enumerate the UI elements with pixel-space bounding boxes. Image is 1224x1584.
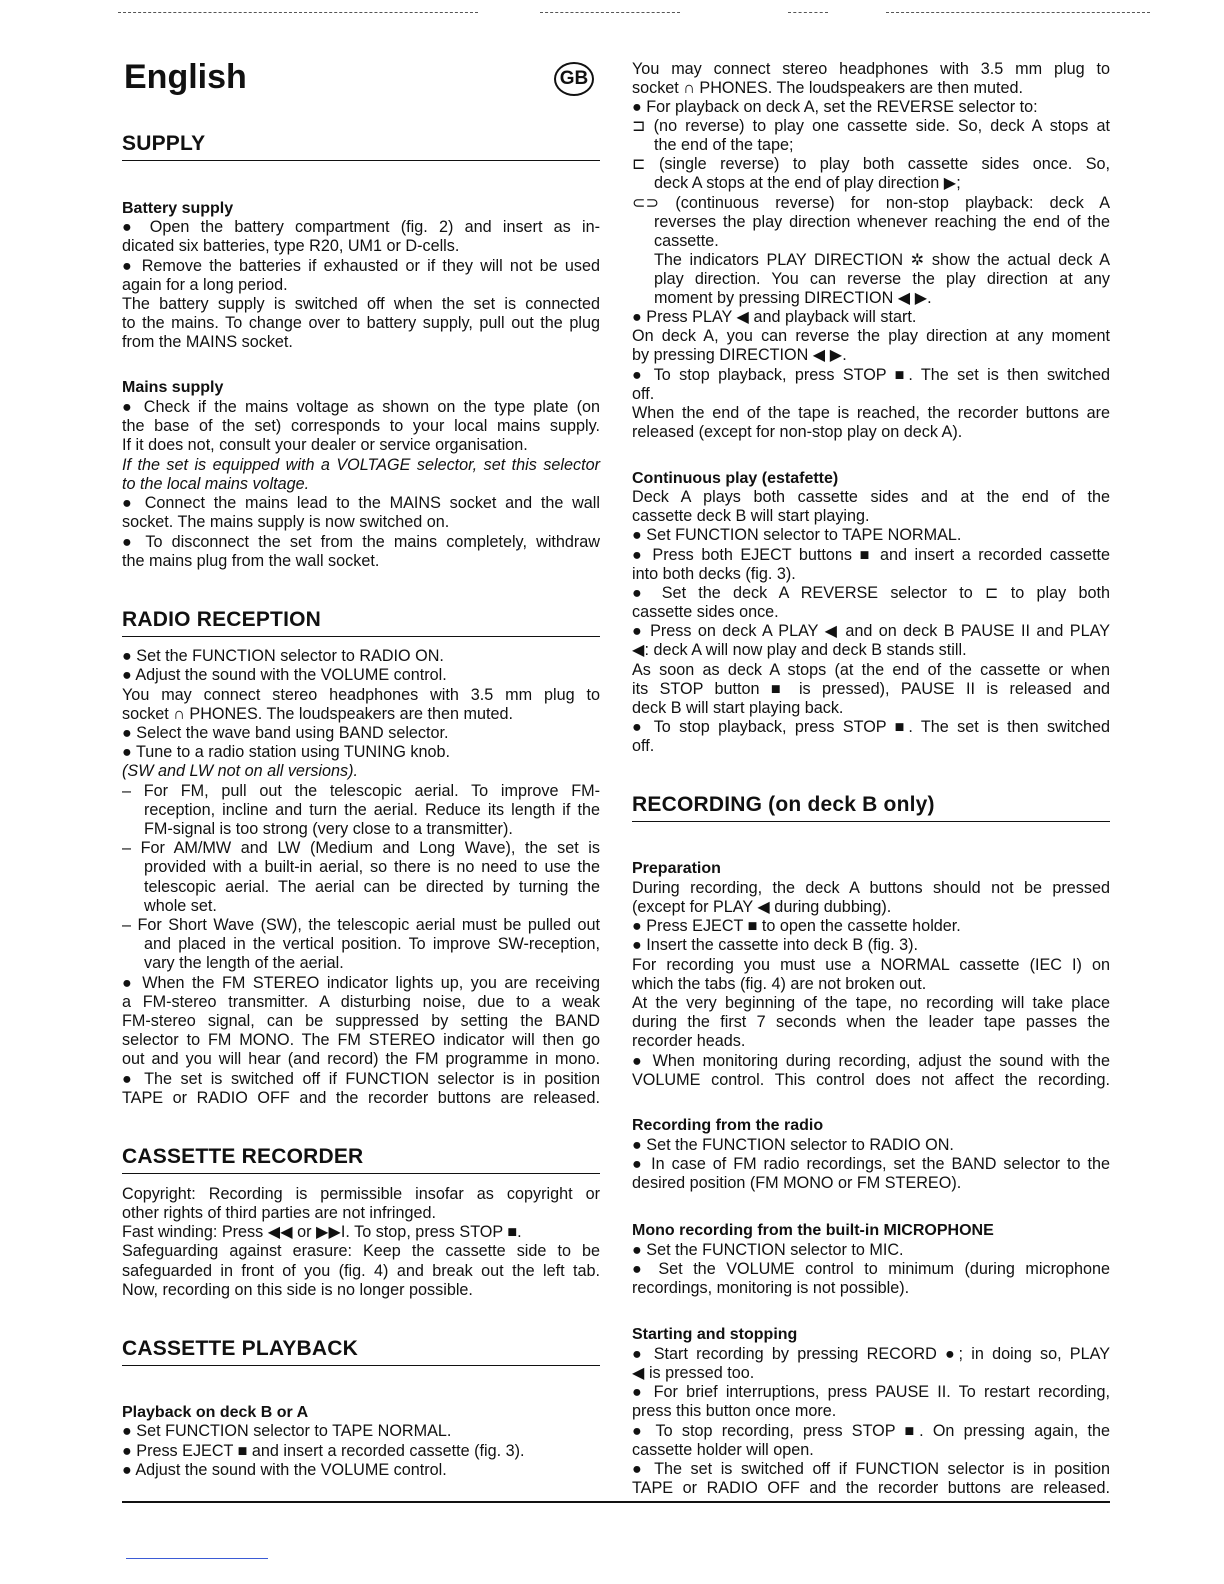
text-line: Copyright: Recording is permissible insofar as copyright or xyxy=(122,1185,600,1203)
text-line: The battery supply is switched off when the set is connected xyxy=(122,295,600,313)
text-line: socket ∩ PHONES. The loudspeakers are then muted. xyxy=(122,705,514,723)
text-line: ● For playback on deck A, set the REVERSE selector to: xyxy=(632,98,1038,116)
text-line: ● Set the VOLUME control to minimum (during microphone xyxy=(632,1260,1110,1278)
text-line: – For Short Wave (SW), the telescopic aerial must be pulled out xyxy=(122,916,600,934)
text-line: – For FM, pull out the telescopic aerial. To improve FM- xyxy=(122,782,600,800)
text-line: If the set is equipped with a VOLTAGE selector, set this selector xyxy=(122,456,600,474)
text-line: ◀: deck A will now play and deck B stands still. xyxy=(632,641,967,659)
text-line: deck B will start playing back. xyxy=(632,699,844,717)
text-line: TAPE or RADIO OFF and the recorder buttons are released. xyxy=(122,1089,600,1107)
text-line: ◀ is pressed too. xyxy=(632,1364,755,1382)
text-line: off. xyxy=(632,737,655,755)
text-line: ● The set is switched off if FUNCTION selector is in position xyxy=(122,1070,600,1088)
section-heading: CASSETTE RECORDER xyxy=(122,1145,364,1168)
text-line: moment by pressing DIRECTION ◀ ▶. xyxy=(654,289,932,307)
text-line: FM-signal is too strong (very close to a transmitter). xyxy=(144,820,513,838)
text-line: ● Set the FUNCTION selector to RADIO ON. xyxy=(122,647,444,665)
text-line: and placed in the vertical position. To improve SW-reception, xyxy=(144,935,600,953)
text-line: If it does not, consult your dealer or service organisation. xyxy=(122,436,528,454)
language-badge: GB xyxy=(554,62,594,96)
text-line: Now, recording on this side is no longer possible. xyxy=(122,1281,473,1299)
text-line: press this button once more. xyxy=(632,1402,837,1420)
text-line: ● Set FUNCTION selector to TAPE NORMAL. xyxy=(632,526,962,544)
subheading: Playback on deck B or A xyxy=(122,1404,309,1421)
text-line: cassette sides once. xyxy=(632,603,779,621)
text-line: ● Set FUNCTION selector to TAPE NORMAL. xyxy=(122,1422,452,1440)
text-line: (SW and LW not on all versions). xyxy=(122,762,359,780)
text-line: ● In case of FM radio recordings, set the BAND selector to the xyxy=(632,1155,1110,1173)
text-line: Deck A plays both cassette sides and at the end of the xyxy=(632,488,1110,506)
text-line: cassette holder will open. xyxy=(632,1441,814,1459)
text-line: ⊐ (no reverse) to play one cassette side. So, deck A stops at xyxy=(632,117,1110,135)
text-line: socket ∩ PHONES. The loudspeakers are then muted. xyxy=(632,79,1024,97)
section-rule xyxy=(122,1173,600,1174)
text-line: the end of the tape; xyxy=(654,136,794,154)
text-line: ⊏ (single reverse) to play both cassette sides once. So, xyxy=(632,155,1110,173)
text-line: ● Set the deck A REVERSE selector to ⊏ to play both xyxy=(632,584,1110,602)
text-line: out and you will hear (and record) the FM programme in mono. xyxy=(122,1050,600,1068)
text-line: ● To stop recording, press STOP ■. On pressing again, the xyxy=(632,1422,1110,1440)
text-line: ● Set the FUNCTION selector to RADIO ON. xyxy=(632,1136,954,1154)
text-line: safeguarded in front of you (fig. 4) and break out the left tab. xyxy=(122,1262,600,1280)
text-line: deck A stops at the end of play direction ▶; xyxy=(654,174,961,192)
text-line: to the local mains voltage. xyxy=(122,475,310,493)
text-line: a FM-stereo transmitter. A disturbing noise, due to a weak xyxy=(122,993,600,1011)
text-line: ● Start recording by pressing RECORD ●; in doing so, PLAY xyxy=(632,1345,1110,1363)
subheading: Mono recording from the built-in MICROPHONE xyxy=(632,1222,994,1239)
section-heading: SUPPLY xyxy=(122,132,206,155)
text-line: released (except for non-stop play on deck A). xyxy=(632,423,963,441)
subheading: Preparation xyxy=(632,860,721,877)
text-line: ● Connect the mains lead to the MAINS socket and the wall xyxy=(122,494,600,512)
text-line: ● Set the FUNCTION selector to MIC. xyxy=(632,1241,904,1259)
page-title: English xyxy=(124,58,247,96)
text-line: – For AM/MW and LW (Medium and Long Wave), the set is xyxy=(122,839,600,857)
text-line: recorder heads. xyxy=(632,1032,746,1050)
text-line: provided with a built-in aerial, so there is no need to use the xyxy=(144,858,600,876)
text-line: VOLUME control. This control does not affect the recording. xyxy=(632,1071,1110,1089)
text-line: ● For brief interruptions, press PAUSE II. To restart recording, xyxy=(632,1383,1110,1401)
text-line: ⊂⊃ (continuous reverse) for non-stop playback: deck A xyxy=(632,194,1110,212)
text-line: ● Adjust the sound with the VOLUME control. xyxy=(122,1461,447,1479)
text-line: ● To disconnect the set from the mains completely, withdraw xyxy=(122,533,600,551)
text-line: As soon as deck A stops (at the end of the cassette or when xyxy=(632,661,1110,679)
text-line: ● Select the wave band using BAND selector. xyxy=(122,724,449,742)
text-line: ● Check if the mains voltage as shown on the type plate (on xyxy=(122,398,600,416)
subheading: Mains supply xyxy=(122,379,224,396)
text-line: selector to FM MONO. The FM STEREO indicator will then go xyxy=(122,1031,600,1049)
text-line: play direction. You can reverse the play direction at any xyxy=(654,270,1110,288)
text-line: which the tabs (fig. 4) are not broken out. xyxy=(632,975,927,993)
section-rule xyxy=(122,1365,600,1366)
text-line: You may connect stereo headphones with 3.5 mm plug to xyxy=(122,686,600,704)
text-line: ● When monitoring during recording, adjust the sound with the xyxy=(632,1052,1110,1070)
text-line: cassette. xyxy=(654,232,719,250)
text-line: its STOP button ■ is pressed), PAUSE II is released and xyxy=(632,680,1110,698)
section-rule xyxy=(122,636,600,637)
section-heading: RECORDING (on deck B only) xyxy=(632,793,935,816)
text-line: (except for PLAY ◀ during dubbing). xyxy=(632,898,892,916)
text-line: again for a long period. xyxy=(122,276,288,294)
subheading: Starting and stopping xyxy=(632,1326,798,1343)
text-line: desired position (FM MONO or FM STEREO). xyxy=(632,1174,962,1192)
text-line: ● The set is switched off if FUNCTION selector is in position xyxy=(632,1460,1110,1478)
text-line: For recording you must use a NORMAL cassette (IEC I) on xyxy=(632,956,1110,974)
text-line: socket. The mains supply is now switched on. xyxy=(122,513,450,531)
text-line: ● Press PLAY ◀ and playback will start. xyxy=(632,308,917,326)
text-line: Fast winding: Press ◀◀ or ▶▶I. To stop, press STOP ■. xyxy=(122,1223,522,1241)
text-line: ● Open the battery compartment (fig. 2) and insert as in- xyxy=(122,218,600,236)
text-line: During recording, the deck A buttons should not be pressed xyxy=(632,879,1110,897)
text-line: reception, incline and turn the aerial. Reduce its length if the xyxy=(144,801,600,819)
text-line: off. xyxy=(632,385,655,403)
text-line: ● When the FM STEREO indicator lights up, you are receiving xyxy=(122,974,600,992)
subheading: Continuous play (estafette) xyxy=(632,470,839,487)
text-line: ● Adjust the sound with the VOLUME control. xyxy=(122,666,447,684)
text-line: On deck A, you can reverse the play direction at any moment xyxy=(632,327,1110,345)
text-line: When the end of the tape is reached, the recorder buttons are xyxy=(632,404,1110,422)
subheading: Battery supply xyxy=(122,200,234,217)
text-line: Safeguarding against erasure: Keep the cassette side to be xyxy=(122,1242,600,1260)
text-line: ● Insert the cassette into deck B (fig. 3). xyxy=(632,936,918,954)
text-line: recordings, monitoring is not possible). xyxy=(632,1279,910,1297)
text-line: TAPE or RADIO OFF and the recorder buttons are released. xyxy=(632,1479,1110,1497)
text-line: during the first 7 seconds when the leader tape passes the xyxy=(632,1013,1110,1031)
text-line: whole set. xyxy=(144,897,217,915)
text-line: ● Tune to a radio station using TUNING knob. xyxy=(122,743,451,761)
text-line: reverses the play direction whenever reaching the end of the xyxy=(654,213,1110,231)
text-line: ● Press EJECT ■ and insert a recorded cassette (fig. 3). xyxy=(122,1442,525,1460)
text-line: ● Press both EJECT buttons ■ and insert a recorded cassette xyxy=(632,546,1110,564)
text-line: FM-stereo signal, can be suppressed by setting the BAND xyxy=(122,1012,600,1030)
text-line: telescopic aerial. The aerial can be directed by turning the xyxy=(144,878,600,896)
section-heading: CASSETTE PLAYBACK xyxy=(122,1337,358,1360)
text-line: At the very beginning of the tape, no recording will take place xyxy=(632,994,1110,1012)
text-line: from the MAINS socket. xyxy=(122,333,293,351)
text-line: You may connect stereo headphones with 3.5 mm plug to xyxy=(632,60,1110,78)
text-line: ● To stop playback, press STOP ■. The set is then switched xyxy=(632,718,1110,736)
text-line: ● Press EJECT ■ to open the cassette holder. xyxy=(632,917,961,935)
text-line: dicated six batteries, type R20, UM1 or D-cells. xyxy=(122,237,460,255)
text-line: other rights of third parties are not infringed. xyxy=(122,1204,437,1222)
text-line: by pressing DIRECTION ◀ ▶. xyxy=(632,346,847,364)
section-heading: RADIO RECEPTION xyxy=(122,608,322,631)
text-line: The indicators PLAY DIRECTION ✲ show the actual deck A xyxy=(654,251,1110,269)
text-line: ● Remove the batteries if exhausted or if they will not be used xyxy=(122,257,600,275)
bottom-rule xyxy=(122,1501,1110,1503)
section-rule xyxy=(122,160,600,161)
footer-mark xyxy=(126,1558,268,1559)
subheading: Recording from the radio xyxy=(632,1117,824,1134)
text-line: the mains plug from the wall socket. xyxy=(122,552,380,570)
text-line: ● To stop playback, press STOP ■. The set is then switched xyxy=(632,366,1110,384)
text-line: vary the length of the aerial. xyxy=(144,954,344,972)
text-line: ● Press on deck A PLAY ◀ and on deck B PAUSE II and PLAY xyxy=(632,622,1110,640)
text-line: the base of the set) corresponds to your local mains supply. xyxy=(122,417,600,435)
section-rule xyxy=(632,821,1110,822)
text-line: into both decks (fig. 3). xyxy=(632,565,796,583)
text-line: cassette deck B will start playing. xyxy=(632,507,870,525)
text-line: to the mains. To change over to battery supply, pull out the plug xyxy=(122,314,600,332)
